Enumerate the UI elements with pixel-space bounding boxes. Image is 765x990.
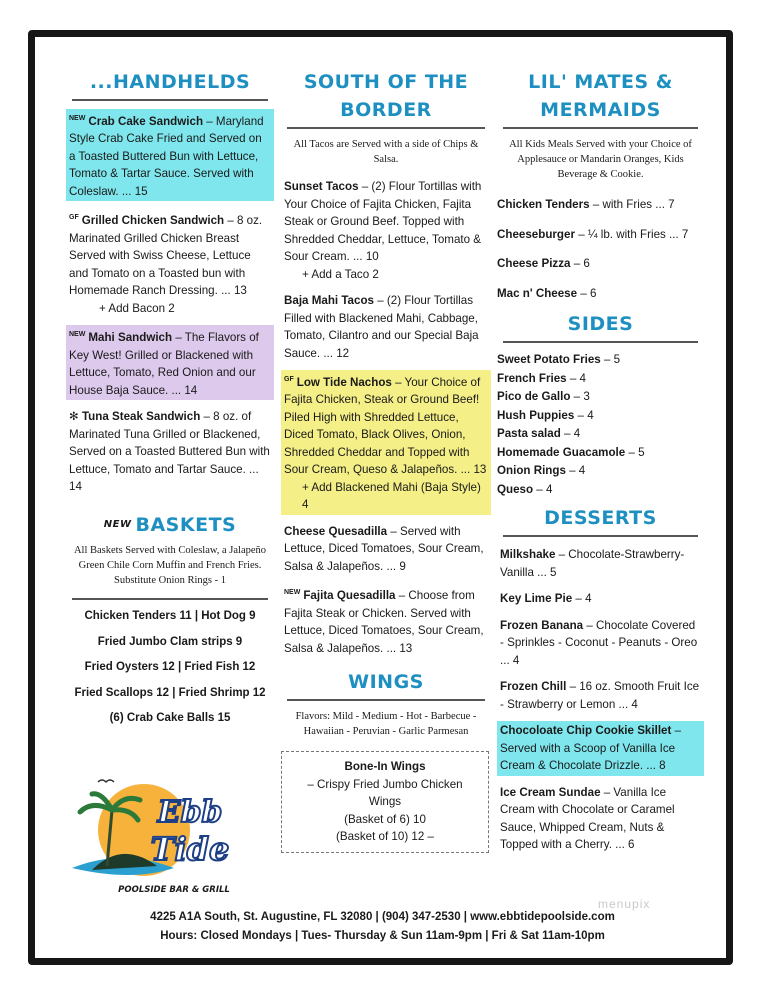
- item-desc: – (2) Flour Tortillas Filled with Blackened Mahi, Cabbage, Tomato, Cilantro and our Special Baja Sauce. ... 12: [284, 294, 479, 360]
- item-name: Pasta salad: [497, 427, 561, 440]
- divider: [287, 699, 485, 701]
- kids-title-line1: LIL' MATES &: [528, 71, 673, 93]
- kids-heading: [497, 68, 704, 124]
- south-title-line2: BORDER: [340, 99, 432, 121]
- item-name: Milkshake: [500, 548, 556, 561]
- side-item: [497, 462, 704, 480]
- item-desc: – 5: [600, 353, 621, 366]
- menu-item-low-tide-nachos: [281, 370, 491, 515]
- item-name: Crab Cake Sandwich: [88, 114, 204, 128]
- dessert-item: [497, 783, 704, 855]
- baskets-title: BASKETS: [135, 513, 237, 536]
- new-tag: NEW: [103, 519, 132, 531]
- kids-item: [497, 226, 704, 244]
- item-name: Sweet Potato Fries: [497, 353, 601, 366]
- item-name: French Fries: [497, 371, 567, 385]
- item-desc: – 4: [566, 371, 586, 385]
- divider: [503, 127, 698, 129]
- baskets-note: All Baskets Served with Coleslaw, a Jalapeño Green Chile Corn Muffin and French Fries. Substitute Onion Rings - 1: [73, 545, 267, 587]
- item-desc: – 4: [533, 482, 553, 496]
- divider: [503, 341, 698, 343]
- bird-icon: [98, 780, 114, 782]
- column-middle: [281, 68, 491, 853]
- logo-brand-line1: Ebb: [157, 795, 223, 830]
- item-desc: – Chocolate Covered - Sprinkles - Coconut - Peanuts - Oreo ... 4: [500, 618, 698, 667]
- south-heading: [281, 68, 491, 124]
- basket-row: Chicken Tenders 11 | Hot Dog 9: [84, 610, 256, 623]
- baskets-heading: [66, 511, 274, 540]
- item-desc: – 8 oz. Marinated Grilled Chicken Breast Served with Swiss Cheese, Lettuce and Tomato on a Toasted bun with Homemade Ranch Dressing. ... 13: [69, 214, 263, 298]
- item-name: Sunset Tacos: [284, 180, 359, 193]
- kids-title-line2: MERMAIDS: [540, 99, 661, 121]
- side-item: [497, 481, 704, 499]
- south-note: All Tacos are Served with a side of Chips & Salsa.: [293, 139, 479, 165]
- wings-flavors: Flavors: Mild - Medium - Hot - Barbecue - Hawaiian - Peruvian - Garlic Parmesan: [295, 711, 477, 738]
- item-name: Tuna Steak Sandwich: [81, 410, 201, 424]
- new-tag: NEW: [284, 589, 301, 597]
- kids-item: [497, 255, 704, 273]
- dessert-item: [497, 589, 704, 609]
- item-name: Pico de Gallo: [497, 390, 571, 403]
- item-desc: – Maryland Style Crab Cake Fried and Served on a Toasted Buttered Bun with Lettuce, Tomato & Tartar Sauce. Served with Coleslaw. ... 15: [69, 114, 264, 198]
- item-name: Cheese Pizza: [497, 257, 571, 270]
- spicy-icon: ✻: [69, 410, 79, 424]
- item-desc: – ¼ lb. with Fries ... 7: [574, 227, 689, 241]
- item-name: Mac n' Cheese: [497, 286, 578, 300]
- side-item: [497, 388, 704, 406]
- menu-item-sunset-tacos: [281, 177, 491, 284]
- wings-box: [281, 751, 489, 853]
- item-desc: – Vanilla Ice Cream with Chocolate or Caramel Sauce, Whipped Cream, Nuts & Topped with a Cherry. ... 6: [500, 785, 675, 851]
- item-name: Cheese Quesadilla: [284, 524, 388, 538]
- divider: [503, 535, 698, 537]
- item-name: Queso: [497, 482, 534, 496]
- sides-heading: SIDES: [567, 313, 634, 335]
- new-tag: NEW: [69, 115, 86, 122]
- column-right: [497, 68, 704, 862]
- dessert-item: [497, 677, 704, 714]
- item-name: Frozen Chill: [500, 680, 567, 693]
- logo-tagline: POOLSIDE BAR & GRILL: [118, 885, 230, 895]
- item-desc: – with Fries ... 7: [589, 198, 675, 211]
- item-desc: – 16 oz. Smooth Fruit Ice - Strawberry or Lemon ... 4: [500, 680, 700, 711]
- item-name: Chocoloate Chip Cookie Skillet: [500, 724, 672, 737]
- wings-basket-10: (Basket of 10) 12 –: [336, 830, 434, 844]
- item-desc: – 4: [565, 464, 586, 477]
- item-desc: – Choose from Fajita Steak or Chicken. Served with Lettuce, Diced Tomatoes, Sour Cream, Salsa & Jalapeños. ... 13: [284, 589, 484, 655]
- item-name: Fajita Quesadilla: [303, 589, 396, 603]
- item-desc: – 8 oz. of Marinated Tuna Grilled or Blackened, Served on a Toasted Buttered Bun with Lettuce, Tomato and Tartar Sauce. ... 14: [69, 410, 270, 494]
- item-desc: – 6: [577, 286, 597, 300]
- footer-hours: Hours: Closed Mondays | Tues- Thursday & Sun 11am-9pm | Fri & Sat 11am-10pm: [160, 930, 605, 942]
- south-title-line1: SOUTH OF THE: [303, 71, 469, 93]
- kids-note: All Kids Meals Served with your Choice of Applesauce or Mandarin Oranges, Kids Beverage & Cookie.: [509, 139, 692, 180]
- wings-heading: WINGS: [348, 671, 424, 694]
- item-desc: – 3: [570, 390, 590, 403]
- item-desc: – Served with Lettuce, Diced Tomatoes, Sour Cream, Salsa & Jalapeños. ... 9: [284, 524, 484, 573]
- dessert-item-cookie-skillet: [497, 721, 704, 776]
- item-desc: – 4: [560, 427, 581, 440]
- item-addon: + Add a Taco 2: [302, 267, 379, 281]
- item-desc: – 4: [574, 408, 594, 422]
- item-name: Frozen Banana: [500, 618, 584, 632]
- footer-address: 4225 A1A South, St. Augustine, FL 32080 | (904) 347-2530 | www.ebbtidepoolside.com: [150, 911, 615, 923]
- menu-item-fajita-quesadilla: [281, 583, 491, 658]
- item-desc: – Chocolate-Strawberry-Vanilla ... 5: [500, 548, 685, 579]
- item-desc: – 5: [625, 445, 645, 459]
- wings-box-title: Bone-In Wings: [344, 760, 426, 774]
- item-name: Hush Puppies: [497, 408, 575, 422]
- gf-tag: GF: [69, 214, 79, 222]
- item-name: Mahi Sandwich: [88, 331, 173, 345]
- menu-item-baja-mahi-tacos: [281, 291, 491, 363]
- divider: [287, 127, 485, 129]
- divider: [72, 99, 268, 101]
- item-desc: – 6: [570, 257, 590, 270]
- menu-item-grilled-chicken-sandwich: [66, 208, 274, 318]
- menu-item-cheese-quesadilla: [281, 522, 491, 577]
- side-item: [497, 370, 704, 388]
- item-name: Homemade Guacamole: [497, 445, 626, 459]
- item-name: Onion Rings: [497, 464, 566, 477]
- handhelds-heading: ...HANDHELDS: [89, 71, 251, 93]
- item-name: Baja Mahi Tacos: [284, 294, 374, 307]
- desserts-heading: DESSERTS: [544, 507, 657, 529]
- side-item: [497, 351, 704, 369]
- dessert-item: [497, 616, 704, 671]
- item-name: Key Lime Pie: [500, 592, 573, 605]
- wings-box-desc: – Crispy Fried Jumbo Chicken Wings: [307, 777, 463, 809]
- new-tag: NEW: [69, 331, 86, 339]
- item-desc: – The Flavors of Key West! Grilled or Blackened with Lettuce, Tomato, Red Onion and our House Baja Sauce. ... 14: [69, 331, 259, 397]
- menu-item-tuna-steak-sandwich: [66, 407, 274, 497]
- side-item: [497, 407, 704, 425]
- item-addon: + Add Bacon 2: [99, 301, 175, 315]
- basket-row: Fried Oysters 12 | Fried Fish 12: [84, 661, 256, 674]
- item-desc: – Your Choice of Fajita Chicken, Steak or Ground Beef! Piled High with Shredded Lettuce, Diced Tomato, Black Olives, Onion, Shredded Cheddar and Topped with Sour Cream, Queso & Jalapeños. ... 13: [284, 375, 487, 477]
- item-name: Ice Cream Sundae: [500, 785, 601, 799]
- basket-row: Fried Scallops 12 | Fried Shrimp 12: [74, 686, 266, 699]
- kids-item: [497, 196, 704, 214]
- item-desc: – Served with a Scoop of Vanilla Ice Cream & Chocolate Drizzle. ... 8: [500, 724, 682, 772]
- side-item: [497, 425, 704, 443]
- item-name: Chicken Tenders: [497, 198, 590, 211]
- item-name: Cheeseburger: [497, 227, 575, 241]
- dessert-item: [497, 545, 704, 582]
- column-left: [66, 68, 274, 736]
- item-addon: + Add Blackened Mahi (Baja Style) 4: [302, 480, 481, 512]
- logo-brand-line2: Tide: [150, 830, 230, 868]
- watermark: menupix: [598, 897, 651, 911]
- menu-item-crab-cake-sandwich: [66, 109, 274, 201]
- divider: [72, 598, 268, 600]
- kids-item: [497, 285, 704, 303]
- item-name: Grilled Chicken Sandwich: [81, 214, 225, 228]
- basket-row: Fried Jumbo Clam strips 9: [97, 635, 243, 648]
- item-desc: – (2) Flour Tortillas with Your Choice of Fajita Chicken, Fajita Steak or Ground Beef. Topped with Shredded Cheddar, Lettuce, Tomato & Sour Cream. ... 10: [284, 180, 482, 263]
- gf-tag: GF: [284, 376, 294, 383]
- item-desc: – 4: [572, 592, 592, 605]
- ebb-tide-logo: [62, 770, 242, 900]
- basket-row: (6) Crab Cake Balls 15: [109, 712, 231, 725]
- wings-basket-6: (Basket of 6) 10: [344, 812, 426, 826]
- menu-item-mahi-sandwich: [66, 325, 274, 400]
- side-item: [497, 444, 704, 462]
- item-name: Low Tide Nachos: [296, 375, 392, 389]
